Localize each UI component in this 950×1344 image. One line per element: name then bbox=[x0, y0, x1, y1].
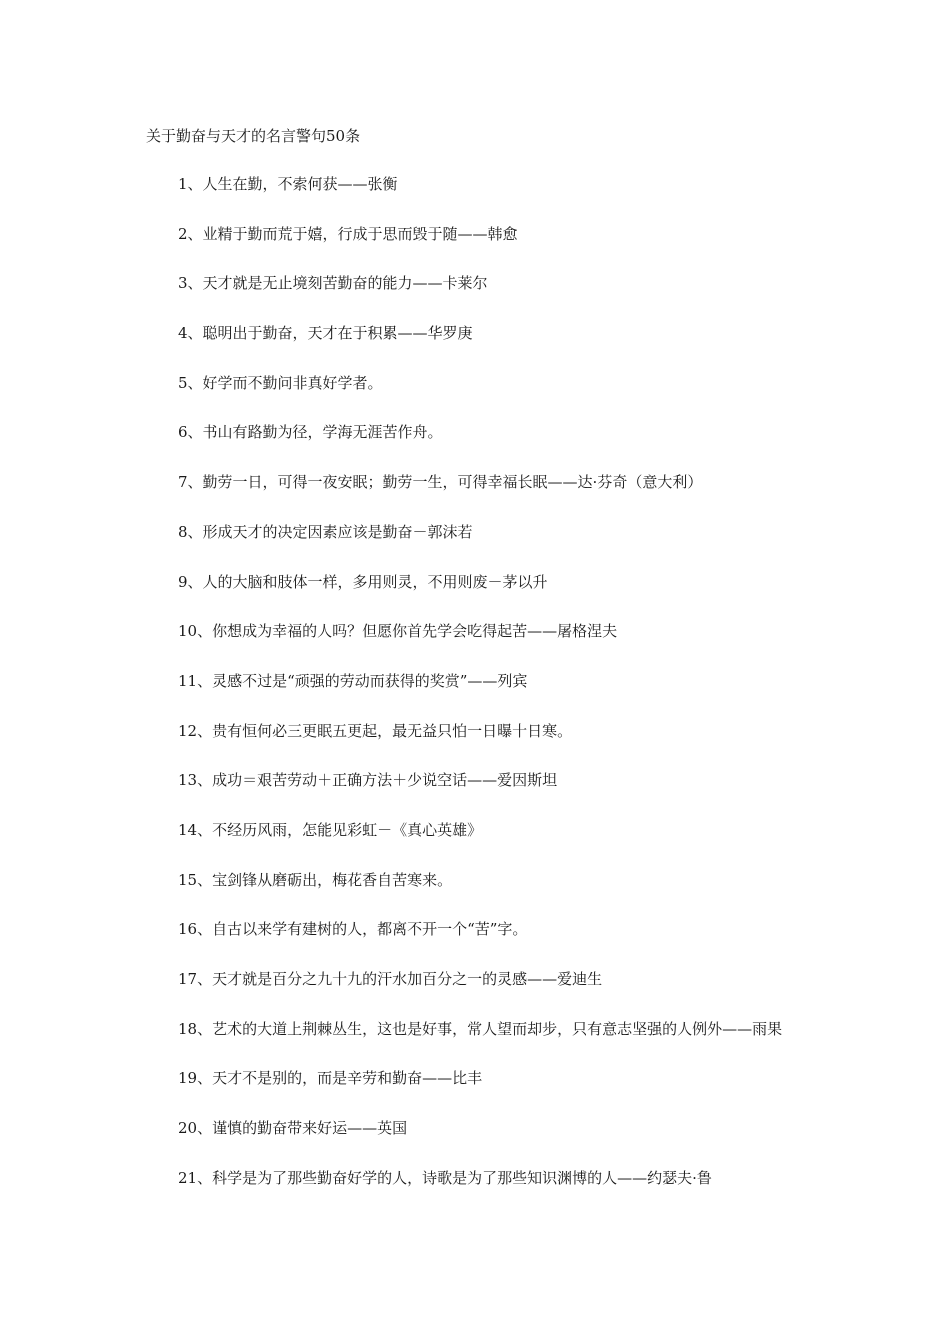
document-title: 关于勤奋与天才的名言警句50条 bbox=[146, 127, 361, 145]
quote-item: 10、你想成为幸福的人吗？但愿你首先学会吃得起苦——屠格涅夫 bbox=[178, 622, 618, 641]
quote-item: 1、人生在勤，不索何获——张衡 bbox=[178, 175, 398, 193]
quote-item: 16、自古以来学有建树的人，都离不开一个“苦”字。 bbox=[178, 920, 528, 939]
quote-list bbox=[146, 174, 810, 1217]
quote-item: 3、天才就是无止境刻苦勤奋的能力——卡莱尔 bbox=[178, 274, 488, 293]
quote-item: 15、宝剑锋从磨砺出，梅花香自苦寒来。 bbox=[178, 870, 453, 889]
quote-item: 20、谨慎的勤奋带来好运——英国 bbox=[178, 1119, 408, 1138]
quote-item: 21、科学是为了那些勤奋好学的人，诗歌是为了那些知识渊博的人——约瑟夫·鲁 bbox=[178, 1168, 712, 1187]
quote-item: 9、人的大脑和肢体一样，多用则灵，不用则废－茅以升 bbox=[178, 572, 548, 591]
quote-item: 7、勤劳一日，可得一夜安眠；勤劳一生，可得幸福长眠——达·芬奇（意大利） bbox=[178, 473, 703, 492]
quote-item: 12、贵有恒何必三更眠五更起，最无益只怕一日曝十日寒。 bbox=[178, 721, 573, 740]
quote-item: 6、书山有路勤为径，学海无涯苦作舟。 bbox=[178, 423, 443, 442]
quote-item: 18、艺术的大道上荆棘丛生，这也是好事，常人望而却步，只有意志坚强的人例外——雨果 bbox=[178, 1019, 783, 1038]
quote-item: 5、好学而不勤问非真好学者。 bbox=[178, 373, 383, 392]
quote-item: 13、成功＝艰苦劳动＋正确方法＋少说空话——爱因斯坦 bbox=[178, 771, 558, 790]
quote-item: 11、灵感不过是“顽强的劳动而获得的奖赏”——列宾 bbox=[178, 671, 528, 690]
quote-item: 4、聪明出于勤奋，天才在于积累——华罗庚 bbox=[178, 324, 473, 343]
quote-item: 17、天才就是百分之九十九的汗水加百分之一的灵感——爱迪生 bbox=[178, 970, 603, 988]
quote-item: 19、天才不是别的，而是辛劳和勤奋——比丰 bbox=[178, 1069, 483, 1088]
quote-item: 14、不经历风雨，怎能见彩虹－《真心英雄》 bbox=[178, 820, 483, 839]
quote-item: 2、业精于勤而荒于嬉，行成于思而毁于随——韩愈 bbox=[178, 224, 518, 243]
quote-item: 8、形成天才的决定因素应该是勤奋－郭沫若 bbox=[178, 522, 473, 541]
